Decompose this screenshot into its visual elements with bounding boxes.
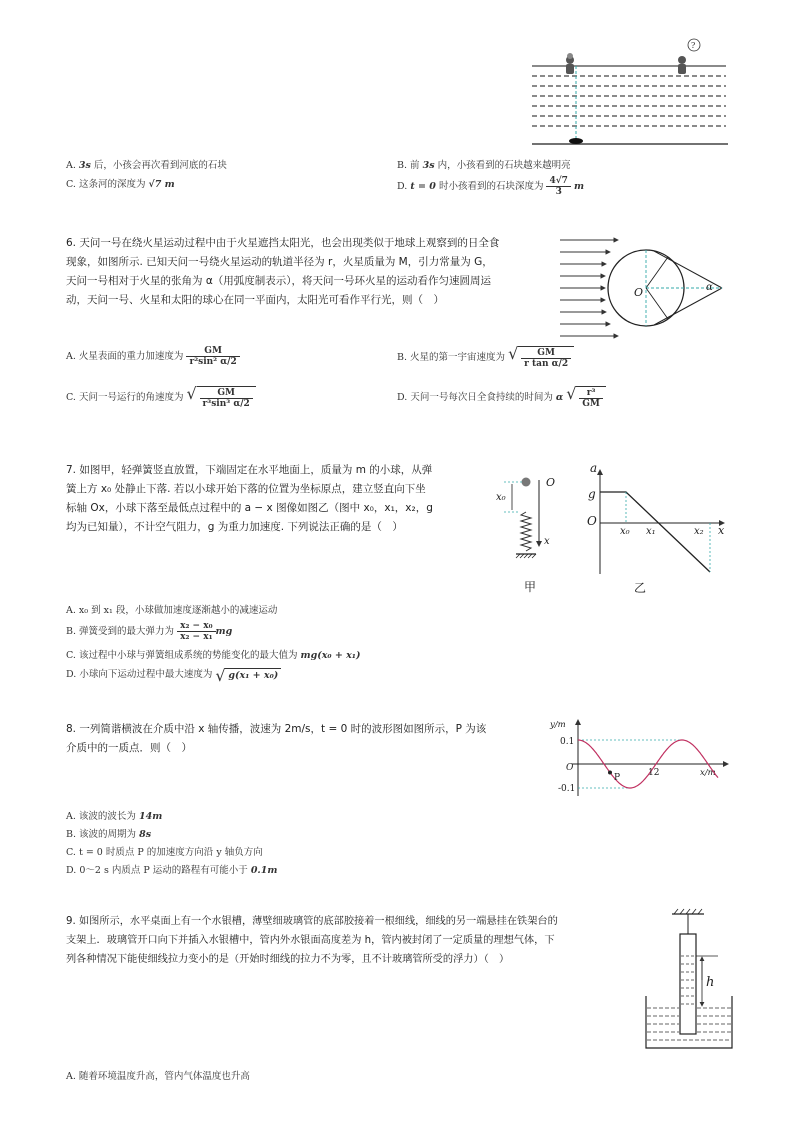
option-text: x₀ 到 x₁ 段，小球做加速度逐渐越小的减速运动 bbox=[78, 605, 278, 616]
option-letter: D. bbox=[66, 865, 77, 876]
option-letter: B. bbox=[66, 829, 77, 840]
stem-line: 支架上．玻璃管开口向下并插入水银槽中，管内外水银面高度差为 h，管内被封闭了一定质量的理想气体，下 bbox=[66, 935, 555, 946]
g-label: g bbox=[588, 487, 596, 501]
option-letter: A. bbox=[66, 605, 76, 616]
option-letter: C. bbox=[66, 847, 76, 858]
option-text: 随着环境温度升高，管内气体温度也升高 bbox=[78, 1071, 250, 1082]
sqrt: √ $\frac{GM}{\text{r³sin³ α/2}}$ bbox=[197, 386, 256, 409]
q8-wave-figure bbox=[546, 714, 732, 798]
fraction: $\frac{\text{x₂ − x₀}}{\text{x₂ − x₁}}$ bbox=[177, 621, 215, 642]
option-text: 火星表面的重力加速度为 bbox=[78, 351, 184, 362]
option-text: 该波的周期为 bbox=[79, 829, 137, 840]
math-text: 0.1m bbox=[250, 865, 278, 876]
q8-option-b[interactable] bbox=[66, 826, 151, 840]
origin-label: O bbox=[587, 514, 597, 528]
y-min-label: -0.1 bbox=[558, 784, 576, 794]
sqrt: √ $\frac{GM}{\text{r tan α/2}}$ bbox=[518, 346, 574, 369]
math-text: mg(x₀ + x₁) bbox=[300, 650, 361, 661]
h-label: h bbox=[706, 975, 715, 990]
option-text: 时小孩看到的石块深度为 bbox=[435, 181, 544, 192]
stem-line: 8. 一列简谐横波在介质中沿 x 轴传播，波速为 2m/s，t = 0 时的波形图如图所示，P 为该 bbox=[66, 723, 487, 735]
y-axis-label: a bbox=[590, 462, 598, 475]
stem-line: 动，天问一号、火星和太阳的球心在同一平面内，太阳光可看作平行光，则（ ） bbox=[66, 294, 444, 306]
stem-line: 簧上方 x₀ 处静止下落. 若以小球开始下落的位置为坐标原点，建立竖直向下坐 bbox=[66, 483, 426, 495]
q8-option-c[interactable] bbox=[66, 844, 263, 858]
math-text: mg bbox=[215, 626, 233, 637]
option-letter: C. bbox=[66, 392, 76, 403]
fraction: $\frac{4√7}{3}$ bbox=[546, 176, 570, 197]
option-text: 该过程中小球与弹簧组成系统的势能变化的最大值为 bbox=[78, 650, 298, 661]
option-letter: B. bbox=[397, 160, 408, 171]
option-text: 小球向下运动过程中最大速度为 bbox=[79, 669, 213, 680]
stem-line: 均为已知量），不计空气阻力，g 为重力加速度. 下列说法正确的是（ ） bbox=[66, 521, 403, 533]
stem-line: 标轴 Ox，小球下落至最低点过程中的 a − x 图像如图乙（图中 x₀，x₁，x₂，g bbox=[66, 502, 433, 514]
q5-option-d[interactable] bbox=[397, 176, 584, 197]
origin-label: O bbox=[566, 763, 574, 773]
stem-line: 7. 如图甲，轻弹簧竖直放置，下端固定在水平地面上，质量为 m 的小球，从弹 bbox=[66, 464, 433, 476]
option-letter: C. bbox=[66, 650, 76, 661]
stem-line: 9. 如图所示，水平桌面上有一个水银槽，薄壁细玻璃管的底部胶接着一根细线，细线的另一端悬挂在铁架台的 bbox=[66, 916, 558, 927]
q5-option-a[interactable] bbox=[66, 157, 227, 171]
q9-option-a[interactable] bbox=[66, 1068, 250, 1082]
q6-option-a[interactable] bbox=[66, 346, 240, 367]
option-text: 火星的第一宇宙速度为 bbox=[410, 352, 506, 363]
option-text: t = 0 时质点 P 的加速度方向沿 y 轴负方向 bbox=[78, 847, 263, 858]
unit-text: m bbox=[573, 181, 585, 192]
angle-label: α bbox=[706, 282, 713, 293]
option-text: 弹簧受到的最大弹力为 bbox=[79, 626, 175, 637]
q6-option-c[interactable] bbox=[66, 386, 256, 409]
sqrt: √ $\frac{\text{r³}}{GM}$ bbox=[576, 386, 606, 409]
q7-option-c[interactable] bbox=[66, 647, 360, 661]
option-text: 天问一号每次日全食持续的时间为 bbox=[410, 392, 553, 403]
y-axis-label: y/m bbox=[550, 720, 566, 730]
option-text: 0～2 s 内质点 P 运动的路程有可能小于 bbox=[79, 865, 248, 876]
math-text: 8s bbox=[139, 829, 152, 840]
option-text: 后，小孩会再次看到河底的石块 bbox=[90, 160, 227, 171]
axis-label: x bbox=[544, 536, 550, 547]
q5-option-c[interactable] bbox=[66, 176, 175, 190]
x-tick-12: 12 bbox=[648, 768, 660, 778]
option-letter: D. bbox=[397, 392, 408, 403]
q6-mars-figure bbox=[558, 232, 730, 344]
svg-text:?: ? bbox=[691, 41, 696, 50]
x0-tick: x₀ bbox=[620, 526, 630, 537]
x0-label: x₀ bbox=[496, 492, 506, 503]
option-letter: C. bbox=[66, 179, 76, 190]
stem-line: 现象，如图所示. 已知天问一号绕火星运动的轨道半径为 r，火星质量为 M，引力常量为 G， bbox=[66, 256, 493, 268]
option-text: 天问一号运行的角速度为 bbox=[78, 392, 184, 403]
stem-line: 天问一号相对于火星的张角为 α（用弧度制表示），将天问一号环火星的运动看作匀速圆周运 bbox=[66, 275, 492, 287]
q5-river-figure bbox=[532, 36, 728, 146]
q6-option-d[interactable] bbox=[397, 386, 606, 409]
q8-option-d[interactable] bbox=[66, 862, 277, 876]
option-text: 该波的波长为 bbox=[78, 811, 136, 822]
x1-tick: x₁ bbox=[646, 526, 656, 537]
stem-line: 列各种情况下能使细线拉力变小的是（开始时细线的拉力不为零，且不计玻璃管所受的浮力）（ ） bbox=[66, 954, 510, 965]
option-letter: B. bbox=[397, 352, 408, 363]
option-letter: D. bbox=[397, 181, 408, 192]
q7-stem bbox=[66, 461, 486, 537]
q6-stem bbox=[66, 234, 556, 310]
x-axis-label: x/m bbox=[700, 768, 716, 778]
math-text: t = 0 bbox=[410, 181, 436, 192]
option-letter: A. bbox=[66, 811, 76, 822]
option-letter: D. bbox=[66, 669, 77, 680]
y-max-label: 0.1 bbox=[560, 737, 575, 747]
sqrt: √ g(x₁ + x₀) bbox=[225, 668, 281, 681]
option-letter: A. bbox=[66, 160, 76, 171]
center-label: O bbox=[634, 286, 644, 299]
point-p bbox=[608, 771, 612, 775]
q9-stem bbox=[66, 912, 636, 969]
q8-option-a[interactable] bbox=[66, 808, 162, 822]
math-text: √7 m bbox=[148, 179, 175, 190]
x-axis-label: x bbox=[718, 524, 725, 537]
x2-tick: x₂ bbox=[694, 526, 704, 537]
q7-fig-jia bbox=[490, 466, 570, 596]
math-text: α bbox=[555, 392, 564, 403]
q7-fig-yi bbox=[582, 462, 732, 598]
q8-stem bbox=[66, 720, 546, 758]
option-text: 这条河的深度为 bbox=[78, 179, 149, 190]
figure-caption: 甲 bbox=[524, 580, 537, 594]
option-letter: A. bbox=[66, 1071, 76, 1082]
q7-option-d[interactable] bbox=[66, 666, 281, 681]
math-text: 3s bbox=[78, 160, 91, 171]
q6-option-b[interactable] bbox=[397, 346, 574, 369]
q9-tube-figure bbox=[638, 908, 738, 1056]
math-text: 3s bbox=[422, 160, 435, 171]
point-p-label: P bbox=[614, 773, 621, 783]
option-letter: A. bbox=[66, 351, 76, 362]
option-letter: B. bbox=[66, 626, 77, 637]
fraction: $\frac{GM}{\text{r²sin² α/2}}$ bbox=[186, 346, 239, 367]
q7-option-b[interactable] bbox=[66, 621, 232, 642]
option-text: 内，小孩看到的石块越来越明亮 bbox=[434, 160, 571, 171]
q7-option-a[interactable] bbox=[66, 602, 277, 616]
option-text: 前 bbox=[410, 160, 423, 171]
origin-label: O bbox=[546, 476, 556, 489]
q5-option-b[interactable] bbox=[397, 157, 571, 171]
figure-caption: 乙 bbox=[634, 581, 647, 595]
stem-line: 6. 天问一号在绕火星运动过程中由于火星遮挡太阳光，也会出现类似于地球上观察到的日全食 bbox=[66, 237, 500, 249]
math-text: 14m bbox=[138, 811, 163, 822]
stem-line: 介质中的一质点．则（ ） bbox=[66, 742, 192, 754]
